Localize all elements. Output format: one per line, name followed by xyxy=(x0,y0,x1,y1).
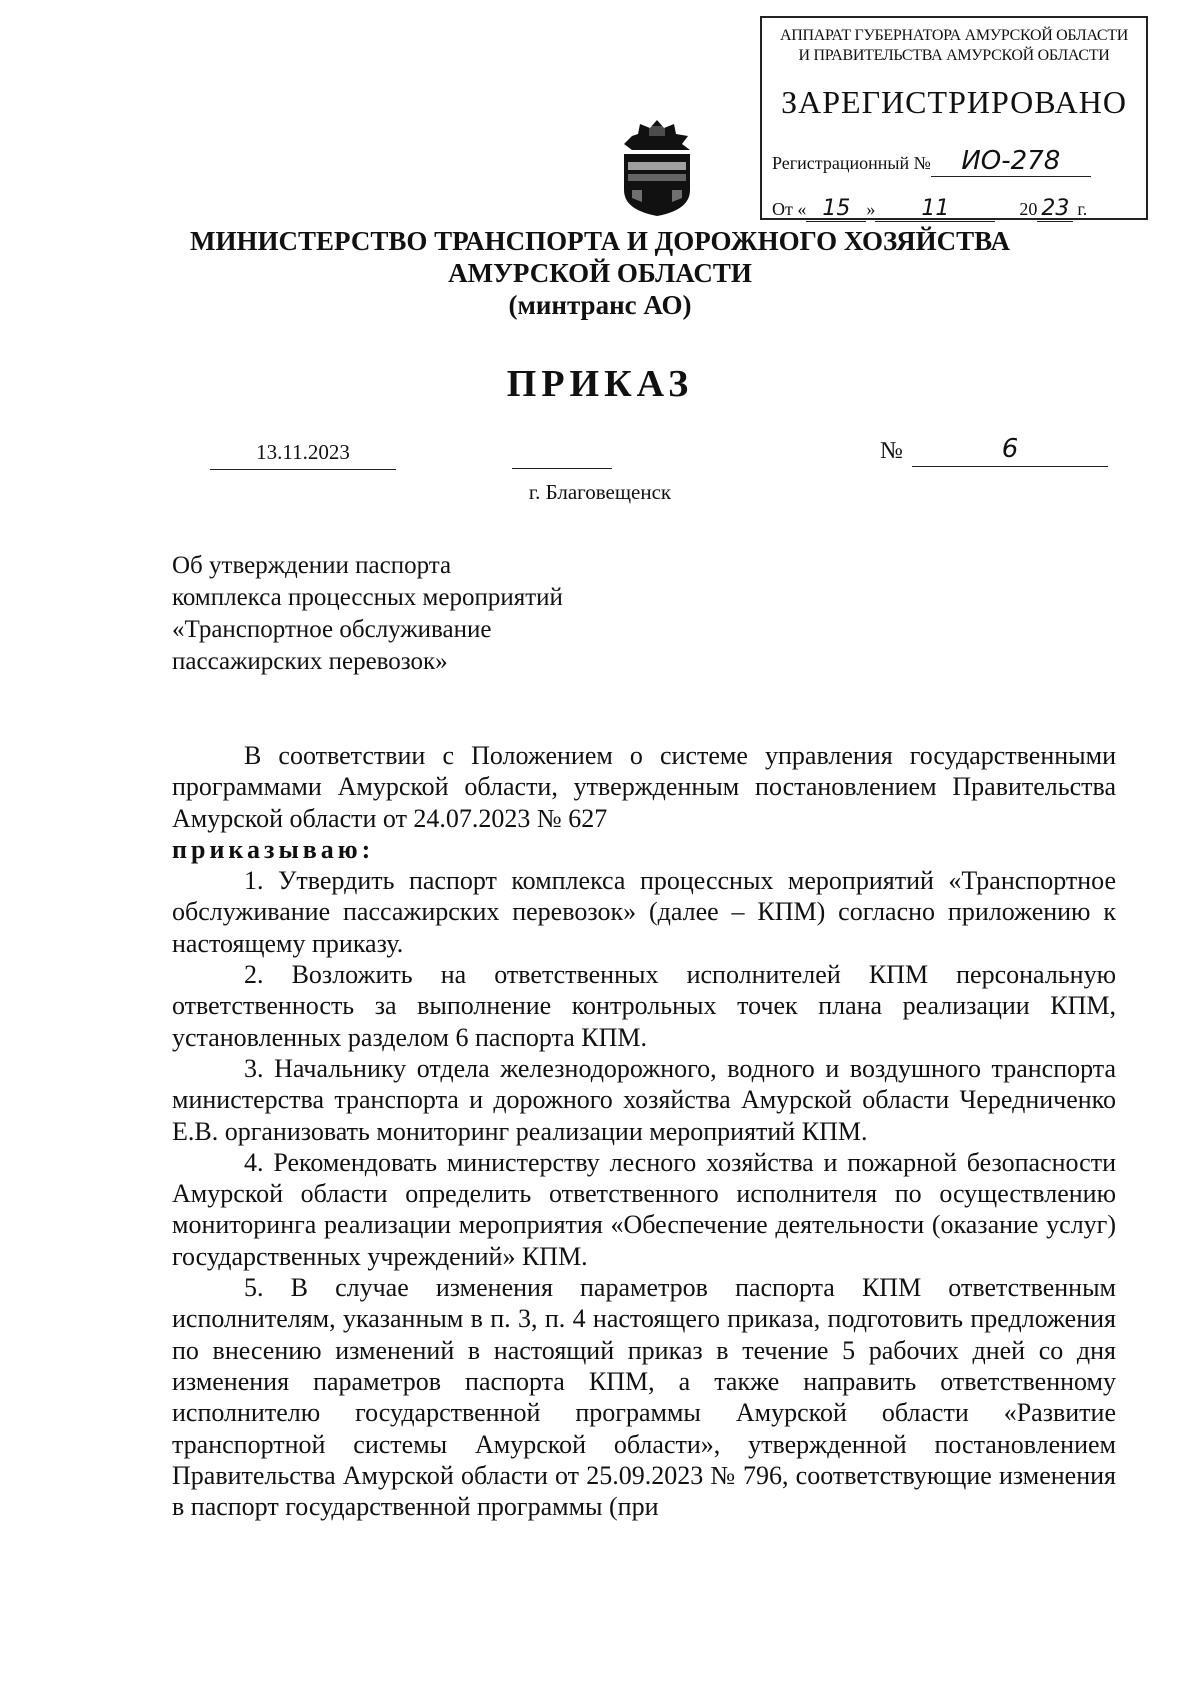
subject-line4: пассажирских перевозок» xyxy=(172,648,448,675)
order-item-1: 1. Утвердить паспорт комплекса процессных мероприятий «Транспортное обслуживание пассажирских перевозок» (далее – КПМ) согласно приложению к настоящему приказу. xyxy=(172,866,1116,958)
order-item-2: 2. Возложить на ответственных исполнителей КПМ персональную ответственность за выполнение контрольных точек плана реализации КПМ, установленных разделом 6 паспорта КПМ. xyxy=(172,960,1116,1052)
ministry-line1: МИНИСТЕРСТВО ТРАНСПОРТА И ДОРОЖНОГО ХОЗЯЙСТВА xyxy=(190,226,1010,256)
order-item-3: 3. Начальнику отдела железнодорожного, водного и воздушного транспорта министерства транспорта и дорожного хозяйства Амурской области Чередниченко Е.В. организовать мониторинг реализации мероприятий КПМ. xyxy=(172,1053,1116,1146)
subject-line2: комплекса процессных мероприятий xyxy=(172,584,563,611)
stamp-year-suffix: 23 xyxy=(1037,196,1073,222)
preamble-paragraph: В соответствии с Положением о системе управления государственными программами Амурской области, утвержденным постановлением Правительства Амурской области от 24.07.2023 № 627 xyxy=(172,741,1116,833)
stamp-title: ЗАРЕГИСТРИРОВАНО xyxy=(781,84,1127,120)
ministry-header xyxy=(0,225,1200,321)
stamp-quote-close: » xyxy=(866,199,876,219)
number-sign: № xyxy=(880,438,903,464)
registration-stamp xyxy=(760,16,1148,220)
document-type-title: ПРИКАЗ xyxy=(506,363,694,405)
stamp-day: 15 xyxy=(806,196,866,222)
ministry-short-name: (минтранс АО) xyxy=(508,290,692,320)
stamp-org-line2: И ПРАВИТЕЛЬСТВА АМУРСКОЙ ОБЛАСТИ xyxy=(798,47,1110,64)
city: г. Благовещенск xyxy=(528,480,672,504)
order-number: 6 xyxy=(912,434,1108,467)
orders-word: приказываю: xyxy=(172,834,375,864)
order-date: 13.11.2023 xyxy=(210,440,396,470)
stamp-reg-number: ИО-278 xyxy=(931,146,1091,177)
ministry-line2: АМУРСКОЙ ОБЛАСТИ xyxy=(448,258,752,288)
order-item-4: 4. Рекомендовать министерству лесного хозяйства и пожарной безопасности Амурской области определить ответственного исполнителя по осуществлению мониторинга реализации мероприятия «Обеспечение деятельности (оказание услуг) государственных учреждений» КПМ. xyxy=(172,1147,1116,1271)
stamp-year-prefix: 20 xyxy=(1019,199,1038,219)
stamp-registration-row xyxy=(772,146,1091,177)
stamp-date-row xyxy=(772,196,1087,222)
subject-line3: «Транспортное обслуживание xyxy=(172,616,492,643)
divider-line xyxy=(512,468,612,469)
order-body xyxy=(172,740,1116,1522)
stamp-month: 11 xyxy=(875,196,995,222)
stamp-organization xyxy=(762,26,1146,66)
order-item-5: 5. В случае изменения параметров паспорта КПМ ответственным исполнителям, указанным в п. 3, п. 4 настоящего приказа, подготовить предложения по внесению изменений в настоящий приказ в течение 5 рабочих дней со дня изменения параметров паспорта КПМ, а также направить ответственному исполнителю государственной программы Амурской области «Развитие транспортной системы Амурской области», утвержденной постановлением Правительства Амурской области от 25.09.2023 № 796, соответствующие изменения в паспорт государственной программы (при xyxy=(172,1273,1116,1522)
order-subject xyxy=(172,550,563,678)
stamp-from-label: От « xyxy=(772,199,807,219)
stamp-reg-label: Регистрационный № xyxy=(772,153,931,173)
stamp-year-unit: г. xyxy=(1077,199,1088,219)
subject-line1: Об утверждении паспорта xyxy=(172,552,452,579)
coat-of-arms-icon xyxy=(618,118,696,218)
stamp-org-line1: АППАРАТ ГУБЕРНАТОРА АМУРСКОЙ ОБЛАСТИ xyxy=(779,27,1129,44)
